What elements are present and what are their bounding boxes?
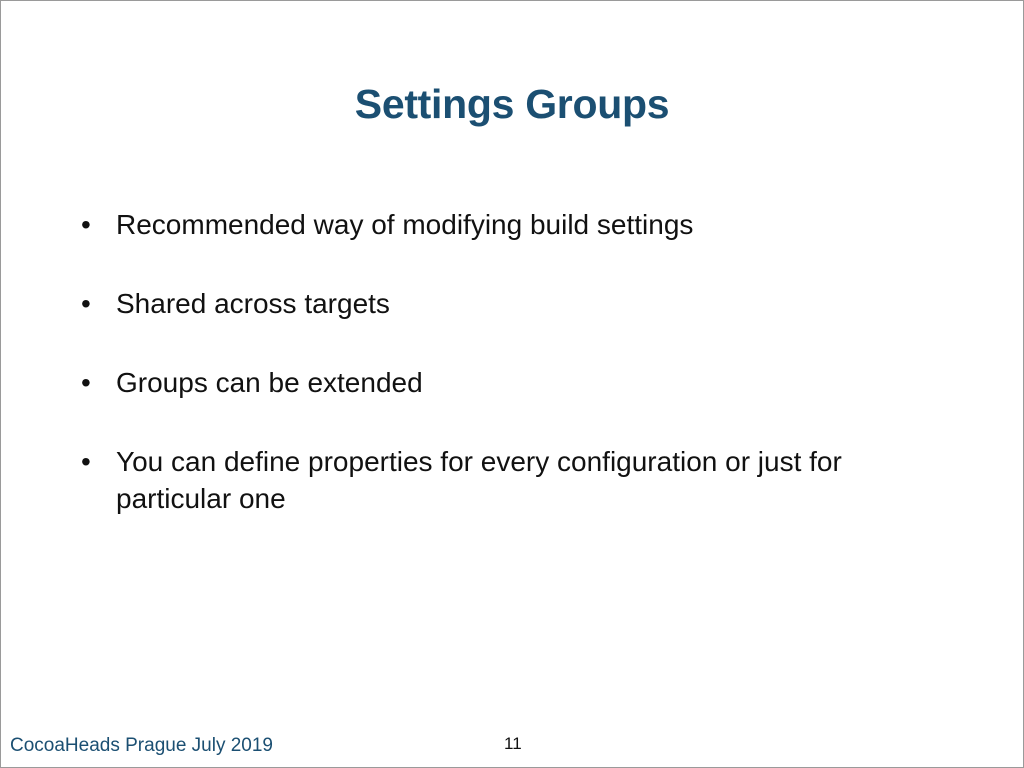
bullet-item: [81, 206, 941, 243]
footer-event-label: CocoaHeads Prague July 2019: [10, 735, 274, 756]
bullet-dot-icon: •: [81, 288, 91, 319]
bullet-list: [81, 206, 941, 559]
bullet-dot-icon: •: [81, 446, 91, 477]
bullet-dot-icon: •: [81, 367, 91, 398]
bullet-text: Shared across targets: [116, 288, 390, 319]
bullet-text: Recommended way of modifying build settings: [116, 209, 694, 240]
bullet-dot-icon: •: [81, 209, 91, 240]
bullet-item: [81, 285, 941, 322]
bullet-text: You can define properties for every configuration or just for particular one: [116, 446, 842, 514]
slide-title: Settings Groups: [354, 81, 670, 127]
bullet-item: [81, 443, 941, 517]
bullet-item: [81, 364, 941, 401]
bullet-text: Groups can be extended: [116, 367, 423, 398]
page-number: 11: [504, 734, 522, 753]
